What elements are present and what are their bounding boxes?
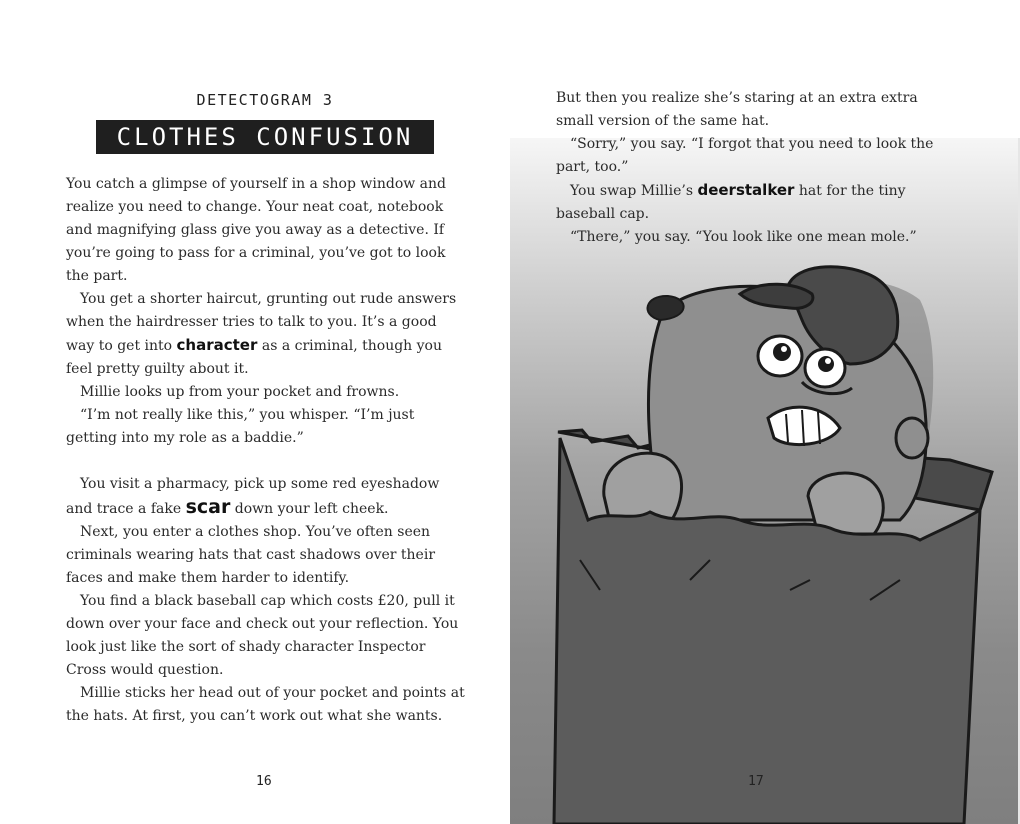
chapter-title: CLOTHES CONFUSION — [96, 120, 434, 154]
page-number: 17 — [748, 774, 764, 789]
page-number: 16 — [256, 774, 272, 789]
paragraph-text: hat for the tiny baseball cap. — [556, 183, 906, 222]
keyword-deerstalker: deerstalker — [697, 181, 795, 199]
paragraph-text: You get a shorter haircut, grunting out rude answers when the hairdresser tries to talk to you. It’s a good way to get into — [66, 291, 457, 354]
section-gap — [66, 450, 468, 473]
paragraph — [556, 179, 956, 226]
keyword-character: character — [176, 336, 258, 354]
paragraph: “Sorry,” you say. “I forgot that you need to look the part, too.” — [556, 136, 934, 175]
paragraph: Millie looks up from your pocket and frowns. — [80, 384, 400, 400]
left-page-text — [66, 173, 468, 728]
paragraph: But then you realize she’s staring at an extra extra small version of the same hat. — [556, 90, 918, 129]
paragraph — [66, 473, 468, 521]
mole-in-pocket-illustration — [540, 260, 1020, 824]
paragraph-text: as a criminal, though you feel pretty guilty about it. — [66, 338, 442, 377]
paragraph — [66, 288, 468, 381]
paragraph-text: You visit a pharmacy, pick up some red eyeshadow and trace a fake — [66, 476, 440, 517]
paragraph-text: You swap Millie’s — [570, 183, 698, 199]
paragraph: You find a black baseball cap which costs £20, pull it down over your face and check out your reflection. You look just like the sort of shady character Inspector Cross would question. — [66, 593, 459, 678]
chapter-label: DETECTOGRAM 3 — [196, 91, 334, 109]
paragraph: Millie sticks her head out of your pocket and points at the hats. At first, you can’t work out what she wants. — [66, 685, 465, 724]
paragraph: You catch a glimpse of yourself in a shop window and realize you need to change. Your neat coat, notebook and magnifying glass give you away as a detective. If you’re going to pass for a criminal, you’ve got to look the part. — [66, 176, 447, 284]
right-page — [510, 0, 1020, 824]
paragraph-text: down your left cheek. — [230, 501, 389, 517]
paragraph: “I’m not really like this,” you whisper. “I’m just getting into my role as a baddie.” — [66, 407, 415, 446]
right-page-text — [556, 87, 956, 249]
paragraph: “There,” you say. “You look like one mean mole.” — [570, 229, 917, 245]
keyword-scar: scar — [185, 496, 231, 518]
paragraph: Next, you enter a clothes shop. You’ve often seen criminals wearing hats that cast shadows over their faces and make them harder to identify. — [66, 524, 436, 586]
